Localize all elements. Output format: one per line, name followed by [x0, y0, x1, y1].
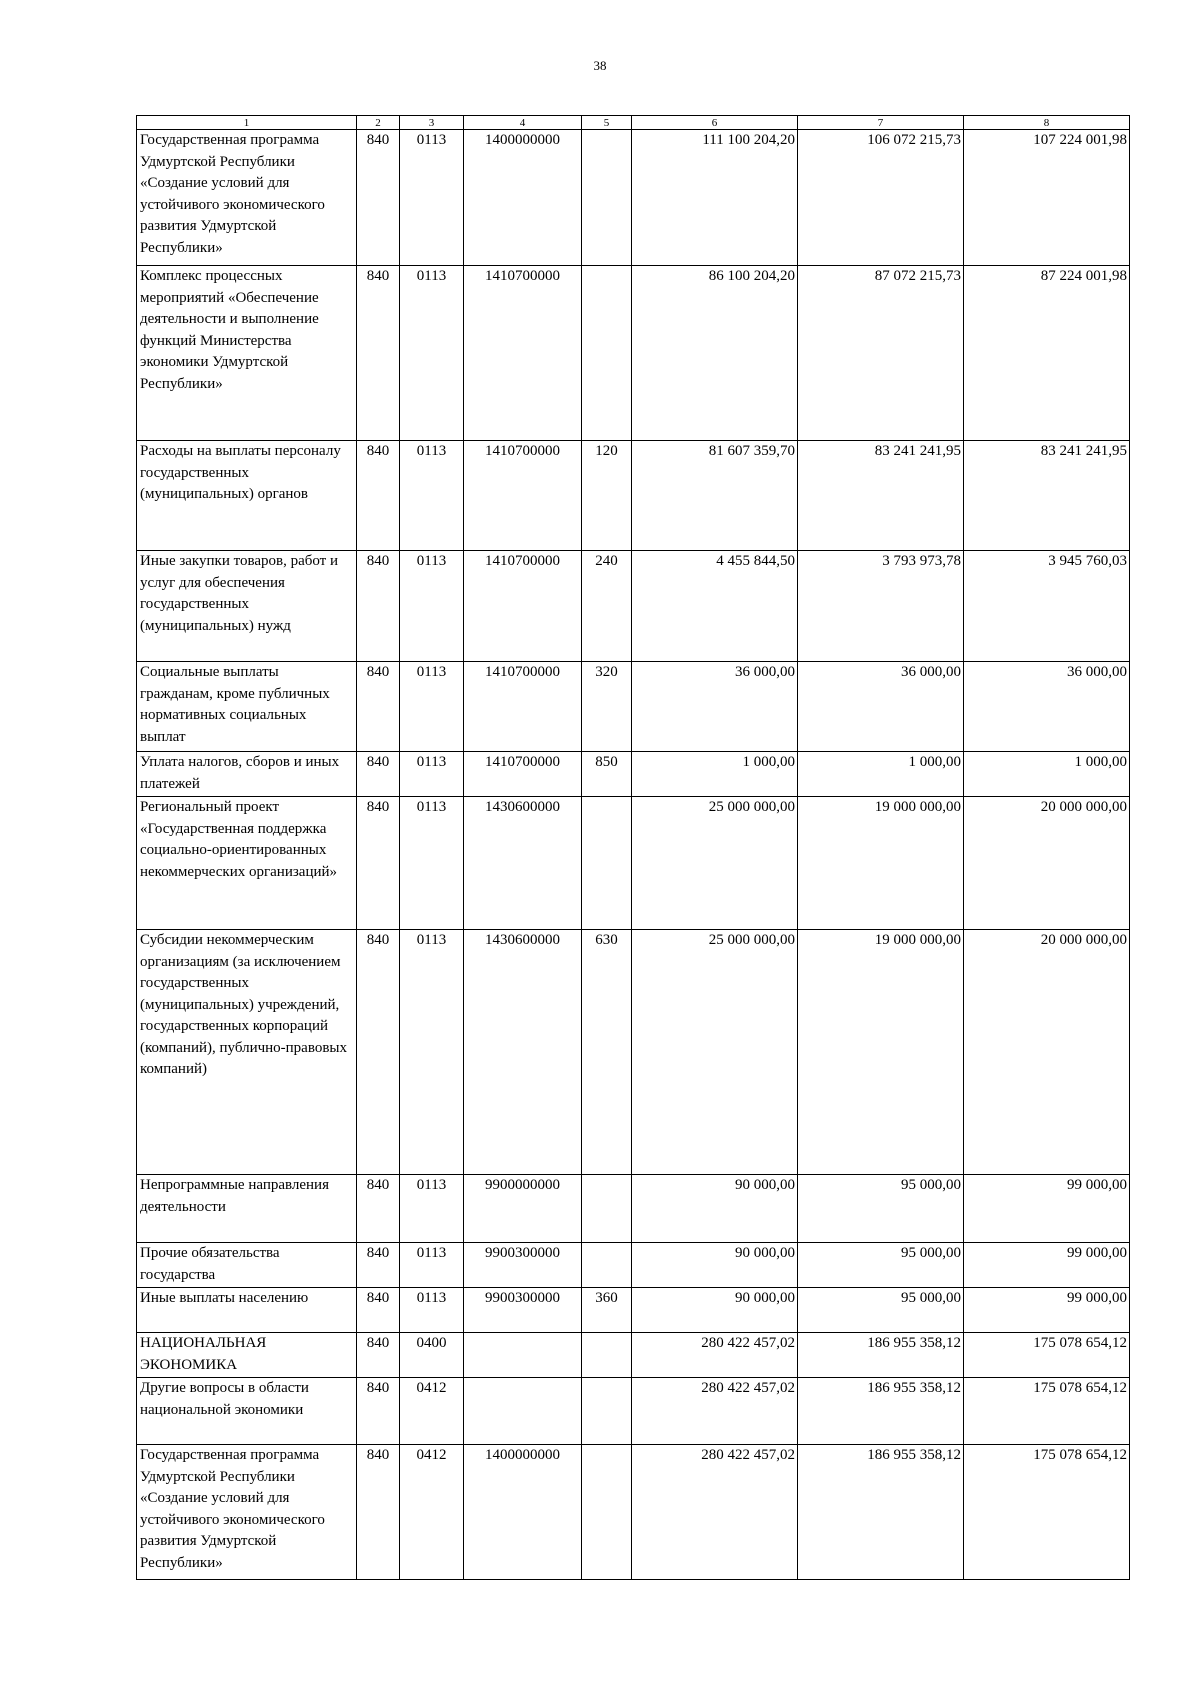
- amount-col6-cell: 86 100 204,20: [632, 266, 798, 441]
- admin-code-cell: 840: [357, 1378, 400, 1445]
- admin-code-cell: 840: [357, 1243, 400, 1288]
- amount-col8-cell: 99 000,00: [964, 1243, 1130, 1288]
- amount-col7-cell: 95 000,00: [798, 1175, 964, 1243]
- header-cell: 6: [632, 116, 798, 130]
- target-code-cell: 1400000000: [464, 1445, 582, 1580]
- expense-type-cell: [582, 266, 632, 441]
- target-code-cell: 9900300000: [464, 1243, 582, 1288]
- row-name-cell: Непрограммные направления деятельности: [137, 1175, 357, 1243]
- table-row: [137, 1333, 1130, 1378]
- expense-type-cell: [582, 1243, 632, 1288]
- amount-col6-cell: 25 000 000,00: [632, 930, 798, 1175]
- row-name-cell: Социальные выплаты гражданам, кроме публичных нормативных социальных выплат: [137, 662, 357, 752]
- admin-code-cell: 840: [357, 930, 400, 1175]
- amount-col8-cell: 20 000 000,00: [964, 797, 1130, 930]
- table-row: [137, 662, 1130, 752]
- expense-type-cell: 360: [582, 1288, 632, 1333]
- table-row: [137, 1378, 1130, 1445]
- amount-col7-cell: 3 793 973,78: [798, 551, 964, 662]
- budget-table: [136, 115, 1130, 1580]
- amount-col7-cell: 106 072 215,73: [798, 130, 964, 266]
- amount-col6-cell: 280 422 457,02: [632, 1333, 798, 1378]
- expense-type-cell: [582, 1445, 632, 1580]
- header-cell: 7: [798, 116, 964, 130]
- admin-code-cell: 840: [357, 130, 400, 266]
- amount-col6-cell: 25 000 000,00: [632, 797, 798, 930]
- row-name-cell: Другие вопросы в области национальной экономики: [137, 1378, 357, 1445]
- amount-col6-cell: 280 422 457,02: [632, 1378, 798, 1445]
- amount-col7-cell: 36 000,00: [798, 662, 964, 752]
- amount-col6-cell: 36 000,00: [632, 662, 798, 752]
- target-code-cell: 1430600000: [464, 930, 582, 1175]
- amount-col7-cell: 19 000 000,00: [798, 797, 964, 930]
- amount-col6-cell: 111 100 204,20: [632, 130, 798, 266]
- table-row: [137, 1243, 1130, 1288]
- row-name-cell: Субсидии некоммерческим организациям (за исключением государственных (муниципальных) учреждений, государственных корпораций (компаний), публично-правовых компаний): [137, 930, 357, 1175]
- target-code-cell: 9900300000: [464, 1288, 582, 1333]
- expense-type-cell: [582, 1175, 632, 1243]
- expense-type-cell: [582, 1378, 632, 1445]
- amount-col8-cell: 99 000,00: [964, 1288, 1130, 1333]
- amount-col8-cell: 107 224 001,98: [964, 130, 1130, 266]
- amount-col7-cell: 95 000,00: [798, 1243, 964, 1288]
- amount-col7-cell: 186 955 358,12: [798, 1333, 964, 1378]
- row-name-cell: Прочие обязательства государства: [137, 1243, 357, 1288]
- row-name-cell: Расходы на выплаты персоналу государственных (муниципальных) органов: [137, 441, 357, 551]
- expense-type-cell: 120: [582, 441, 632, 551]
- amount-col6-cell: 280 422 457,02: [632, 1445, 798, 1580]
- amount-col6-cell: 1 000,00: [632, 752, 798, 797]
- row-name-cell: Комплекс процессных мероприятий «Обеспечение деятельности и выполнение функций Министерства экономики Удмуртской Республики»: [137, 266, 357, 441]
- expense-type-cell: 240: [582, 551, 632, 662]
- admin-code-cell: 840: [357, 551, 400, 662]
- row-name-cell: НАЦИОНАЛЬНАЯ ЭКОНОМИКА: [137, 1333, 357, 1378]
- amount-col8-cell: 87 224 001,98: [964, 266, 1130, 441]
- amount-col6-cell: 90 000,00: [632, 1175, 798, 1243]
- amount-col7-cell: 83 241 241,95: [798, 441, 964, 551]
- target-code-cell: 1430600000: [464, 797, 582, 930]
- section-code-cell: 0113: [400, 1243, 464, 1288]
- admin-code-cell: 840: [357, 441, 400, 551]
- expense-type-cell: [582, 1333, 632, 1378]
- header-cell: 3: [400, 116, 464, 130]
- amount-col6-cell: 81 607 359,70: [632, 441, 798, 551]
- admin-code-cell: 840: [357, 797, 400, 930]
- table-row: [137, 930, 1130, 1175]
- row-name-cell: Государственная программа Удмуртской Республики «Создание условий для устойчивого экономического развития Удмуртской Республики»: [137, 1445, 357, 1580]
- expense-type-cell: 630: [582, 930, 632, 1175]
- expense-type-cell: [582, 797, 632, 930]
- amount-col6-cell: 4 455 844,50: [632, 551, 798, 662]
- header-cell: 1: [137, 116, 357, 130]
- table-row: [137, 1175, 1130, 1243]
- target-code-cell: 1410700000: [464, 441, 582, 551]
- section-code-cell: 0400: [400, 1333, 464, 1378]
- amount-col7-cell: 186 955 358,12: [798, 1378, 964, 1445]
- amount-col7-cell: 1 000,00: [798, 752, 964, 797]
- amount-col8-cell: 99 000,00: [964, 1175, 1130, 1243]
- expense-type-cell: 850: [582, 752, 632, 797]
- page-number: 38: [593, 58, 607, 73]
- admin-code-cell: 840: [357, 1288, 400, 1333]
- section-code-cell: 0113: [400, 130, 464, 266]
- table-row: [137, 441, 1130, 551]
- amount-col7-cell: 87 072 215,73: [798, 266, 964, 441]
- target-code-cell: 1410700000: [464, 266, 582, 441]
- header-cell: 2: [357, 116, 400, 130]
- section-code-cell: 0113: [400, 752, 464, 797]
- section-code-cell: 0412: [400, 1445, 464, 1580]
- amount-col7-cell: 95 000,00: [798, 1288, 964, 1333]
- table-header-row: [137, 116, 1130, 130]
- table-row: [137, 130, 1130, 266]
- amount-col8-cell: 175 078 654,12: [964, 1333, 1130, 1378]
- amount-col6-cell: 90 000,00: [632, 1288, 798, 1333]
- table-row: [137, 752, 1130, 797]
- amount-col7-cell: 19 000 000,00: [798, 930, 964, 1175]
- amount-col8-cell: 175 078 654,12: [964, 1445, 1130, 1580]
- target-code-cell: 1410700000: [464, 752, 582, 797]
- table-row: [137, 1445, 1130, 1580]
- admin-code-cell: 840: [357, 1333, 400, 1378]
- amount-col8-cell: 20 000 000,00: [964, 930, 1130, 1175]
- row-name-cell: Региональный проект «Государственная поддержка социально-ориентированных некоммерческих организаций»: [137, 797, 357, 930]
- amount-col8-cell: 36 000,00: [964, 662, 1130, 752]
- target-code-cell: 1400000000: [464, 130, 582, 266]
- row-name-cell: Иные закупки товаров, работ и услуг для обеспечения государственных (муниципальных) нужд: [137, 551, 357, 662]
- section-code-cell: 0113: [400, 1175, 464, 1243]
- amount-col6-cell: 90 000,00: [632, 1243, 798, 1288]
- target-code-cell: 9900000000: [464, 1175, 582, 1243]
- admin-code-cell: 840: [357, 662, 400, 752]
- section-code-cell: 0113: [400, 441, 464, 551]
- row-name-cell: Государственная программа Удмуртской Республики «Создание условий для устойчивого экономического развития Удмуртской Республики»: [137, 130, 357, 266]
- admin-code-cell: 840: [357, 1175, 400, 1243]
- header-cell: 4: [464, 116, 582, 130]
- section-code-cell: 0113: [400, 662, 464, 752]
- section-code-cell: 0113: [400, 797, 464, 930]
- target-code-cell: 1410700000: [464, 551, 582, 662]
- amount-col7-cell: 186 955 358,12: [798, 1445, 964, 1580]
- row-name-cell: Уплата налогов, сборов и иных платежей: [137, 752, 357, 797]
- table-row: [137, 797, 1130, 930]
- section-code-cell: 0113: [400, 1288, 464, 1333]
- expense-type-cell: [582, 130, 632, 266]
- amount-col8-cell: 175 078 654,12: [964, 1378, 1130, 1445]
- table-row: [137, 551, 1130, 662]
- target-code-cell: [464, 1333, 582, 1378]
- section-code-cell: 0412: [400, 1378, 464, 1445]
- expense-type-cell: 320: [582, 662, 632, 752]
- amount-col8-cell: 1 000,00: [964, 752, 1130, 797]
- section-code-cell: 0113: [400, 551, 464, 662]
- table-row: [137, 266, 1130, 441]
- admin-code-cell: 840: [357, 266, 400, 441]
- admin-code-cell: 840: [357, 1445, 400, 1580]
- target-code-cell: [464, 1378, 582, 1445]
- section-code-cell: 0113: [400, 266, 464, 441]
- target-code-cell: 1410700000: [464, 662, 582, 752]
- admin-code-cell: 840: [357, 752, 400, 797]
- row-name-cell: Иные выплаты населению: [137, 1288, 357, 1333]
- amount-col8-cell: 83 241 241,95: [964, 441, 1130, 551]
- section-code-cell: 0113: [400, 930, 464, 1175]
- table-row: [137, 1288, 1130, 1333]
- amount-col8-cell: 3 945 760,03: [964, 551, 1130, 662]
- header-cell: 8: [964, 116, 1130, 130]
- header-cell: 5: [582, 116, 632, 130]
